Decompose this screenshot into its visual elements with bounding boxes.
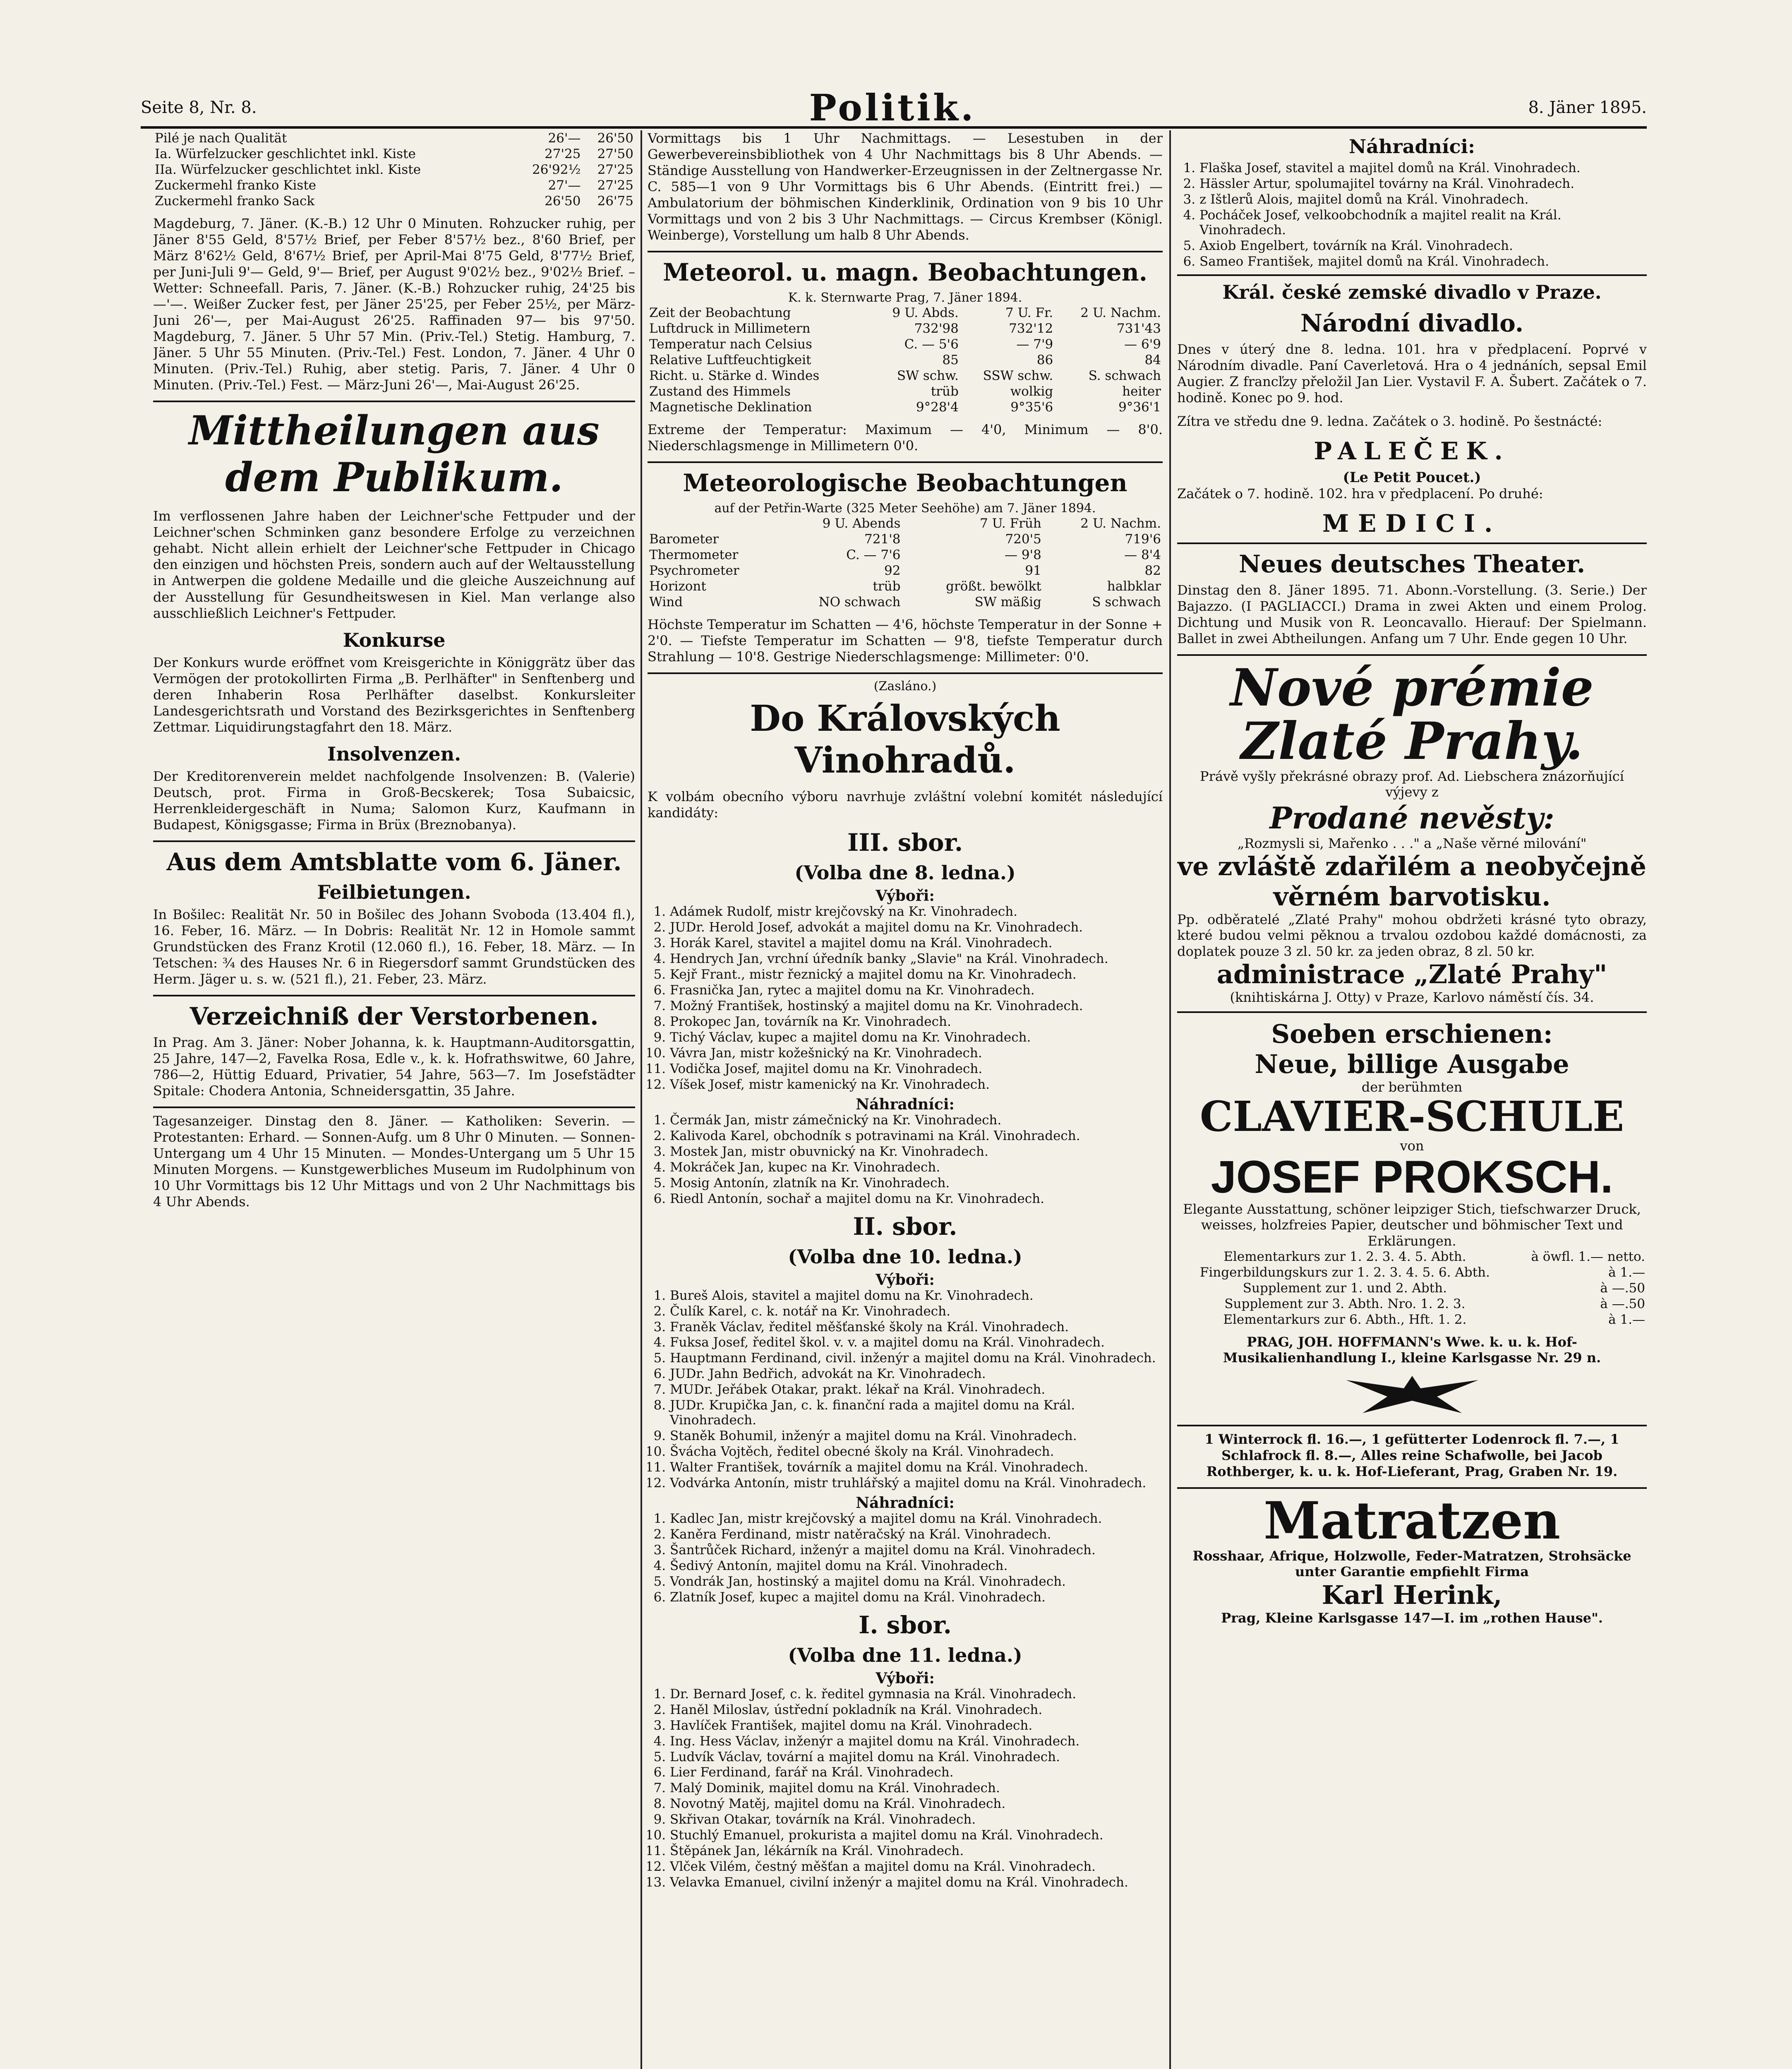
- ad-headline: CLAVIER-SCHULE: [1199, 1092, 1624, 1141]
- table-row: [1177, 1249, 1647, 1265]
- left-column: [153, 130, 635, 2069]
- table-cell: Psychrometer: [649, 563, 739, 578]
- section-divider: [648, 461, 1163, 463]
- table-row: [153, 193, 635, 209]
- table-row: [648, 399, 1163, 415]
- table-row: [1177, 1265, 1647, 1280]
- ad-text: (knihtiskárna J. Otty) v Praze, Karlovo náměstí čís. 34.: [1230, 989, 1594, 1006]
- table-cell: 86: [1036, 353, 1053, 368]
- list-item: 2. JUDr. Herold Josef, advokát a majitel domu na Kr. Vinohradech.: [670, 920, 1163, 935]
- issue-date: 8. Jäner 1895.: [1528, 98, 1647, 117]
- list-item: 12. Víšek Josef, mistr kamenický na Kr. Vinohradech.: [670, 1078, 1163, 1092]
- section-divider: [1177, 1487, 1647, 1489]
- insolvenzen-title: Insolvenzen.: [327, 742, 461, 765]
- meteo1-extremes: Extreme der Temperatur: Maximum — 4'0, Minimum — 8'0. Niederschlagsmenge in Millimetern 0'0.: [648, 422, 1163, 454]
- table-row: [153, 178, 635, 193]
- eagle-emblem: [1177, 1372, 1647, 1419]
- table-cell: à 1.—: [1608, 1265, 1645, 1280]
- list-item: 8. Novotný Matěj, majitel domu na Král. Vinohradech.: [670, 1797, 1163, 1812]
- ad-headline: Karl Herink,: [1322, 1579, 1502, 1610]
- table-cell: 9°35'6: [1010, 400, 1053, 415]
- museum-notices: Vormittags bis 1 Uhr Nachmittags. — Lesestuben in der Gewerbevereinsbibliothek von 4 Uhr Nachmittags bis 8 Uhr Abends. — Ständige Ausstellung von Handwerker-Erzeugnissen in der Zeltnergasse Nr. C. 585—1 von 9 Uhr Vormittags bis 6 Uhr Abends. (Eintritt frei.) — Ambulatorium der böhmischen Kinderklinik, Ordination von 9 bis 10 Uhr Vormittags und von 2 bis 3 Uhr Nachmittags. — Circus Krembser (Königl. Weinberge), Vorstellung um halb 8 Uhr Abends.: [648, 130, 1163, 243]
- table-header: 9 U. Abds.: [892, 305, 959, 321]
- zlata-praha-ad: [1177, 658, 1647, 1006]
- list-item: 5. Ludvík Václav, tovární a majitel domu na Král. Vinohradech.: [670, 1750, 1163, 1765]
- list-item: 2. Kalivoda Karel, obchodník s potravinami na Král. Vinohradech.: [670, 1129, 1163, 1144]
- list-item: 4. Mokráček Jan, kupec na Kr. Vinohradech.: [670, 1160, 1163, 1175]
- table-row: [648, 578, 1163, 594]
- table-cell: 731'43: [1116, 321, 1161, 336]
- table-row: [648, 594, 1163, 610]
- right-column: [1177, 130, 1647, 2069]
- section-divider: [1177, 654, 1647, 656]
- list-item: 1. Dr. Bernard Josef, c. k. ředitel gymnasia na Král. Vinohradech.: [670, 1687, 1163, 1702]
- list-item: 3. Havlíček František, majitel domu na Král. Vinohradech.: [670, 1719, 1163, 1733]
- table-cell: Supplement zur 3. Abth. Nro. 1. 2. 3.: [1224, 1296, 1466, 1311]
- table-cell: 85: [942, 353, 959, 368]
- list-item: 5. Axiob Engelbert, továrník na Král. Vinohradech.: [1199, 239, 1647, 254]
- list-item: 9. Staněk Bohumil, inženýr a majitel domu na Král. Vinohradech.: [670, 1429, 1163, 1444]
- table-cell: Wind: [649, 595, 683, 610]
- table-cell: NO schwach: [818, 595, 901, 610]
- table-cell: 26'50: [597, 131, 633, 146]
- list-item: 1. Flaška Josef, stavitel a majitel domů na Král. Vinohradech.: [1199, 161, 1647, 176]
- list-item: 10. Stuchlý Emanuel, prokurista a majitel domu na Král. Vinohradech.: [670, 1828, 1163, 1843]
- theatre-subtitle: Národní divadlo.: [1300, 309, 1524, 337]
- amtsblatt-text: In Bošilec: Realität Nr. 50 in Bošilec des Johann Svoboda (13.404 fl.), 16. Feber, 16. März. — In Dobris: Realität Nr. 12 in Homole sammt Grundstücken des Franz Krotil (12.060 fl.), 16. Feber, 18. März. — In Tetschen: ¾ des Hauses Nr. 6 in Riegersdorf sammt Grundstücken des Herm. Jäger u. s. w. (521 fl.), 21. Feber, 23. März.: [153, 906, 635, 987]
- page-header: [141, 86, 1647, 129]
- eagle-icon: [1338, 1372, 1487, 1417]
- table-row: [153, 130, 635, 146]
- table-cell: Ia. Würfelzucker geschlichtet inkl. Kiste: [155, 146, 416, 161]
- table-cell: S. schwach: [1088, 368, 1161, 384]
- list-item: 6. JUDr. Jahn Bedřich, advokát na Kr. Vinohradech.: [670, 1367, 1163, 1382]
- meteo2-extremes: Höchste Temperatur im Schatten — 4'6, höchste Temperatur in der Sonne + 2'0. — Tiefste Temperatur im Schatten — 9'8, tiefste Temperatur durch Strahlung — 10'8. Gestrige Niederschlagsmenge: Millimeter: 0'0.: [648, 617, 1163, 665]
- ad-headline: Nové prémie: [1230, 658, 1594, 718]
- table-cell: 720'5: [1005, 532, 1041, 547]
- table-cell: halbklar: [1107, 579, 1161, 594]
- list-item: 12. Vlček Vilém, čestný měšťan a majitel domu na Král. Vinohradech.: [670, 1860, 1163, 1875]
- table-cell: SSW schw.: [983, 368, 1053, 384]
- ad-text: Pp. odběratelé „Zlaté Prahy" mohou obdržeti krásné tyto obrazy, které budou velmi pěknou a trvalou ozdobou každé domácnosti, za doplatek pouze 3 zl. 50 kr. za jeden obraz, 8 zl. 50 kr.: [1177, 912, 1647, 959]
- rothberger-ad: 1 Winterrock fl. 16.—, 1 gefütterter Lodenrock fl. 7.—, 1 Schlafrock fl. 8.—, Alles reine Schafwolle, bei Jacob Rothberger, k. u. k. Hof-Lieferant, Prag, Graben Nr. 19.: [1204, 1431, 1619, 1479]
- table-header: 9 U. Abends: [822, 516, 901, 531]
- sugar-price-table: [153, 130, 635, 209]
- table-row: [648, 336, 1163, 352]
- table-row: [648, 547, 1163, 563]
- table-cell: à —.50: [1600, 1280, 1645, 1296]
- konkurse-title: Konkurse: [343, 629, 446, 651]
- sbor2-members: [648, 1289, 1163, 1491]
- theatre-next2: Začátek o 7. hodině. 102. hra v předplacení. Po druhé:: [1177, 485, 1543, 502]
- table-cell: 27'25: [597, 162, 633, 177]
- market-reports: Magdeburg, 7. Jäner. (K.-B.) 12 Uhr 0 Minuten. Rohzucker ruhig, per Jäner 8'55 Geld, 8'57½ Brief, per Feber 8'57½ bez., 8'60 Brief, per März 8'62½ Geld, 8'67½ Brief, per April-Mai 8'75 Geld, 8'77½ Brief, per Juni-Juli 9'— Geld, 9'— Brief, per August 9'02½ bez., 9'02½ Brief. – Wetter: Schneefall. Paris, 7. Jäner. (K.-B.) Rohzucker ruhig, 24'25 bis —'—. Weißer Zucker fest, per Jäner 25'25, per Feber 25½, per März-Juni 26'—, per Mai-August 26'25. Raffinaden 97— bis 97'50. Magdeburg, 7. Jäner. 5 Uhr 57 Min. (Priv.-Tel.) Stetig. Hamburg, 7. Jäner. 5 Uhr 55 Minuten. (Priv.-Tel.) Fest. London, 7. Jäner. 4 Uhr 0 Minuten. (Priv.-Tel.) Ruhig, aber stetig. Paris, 7. Jäner. 4 Uhr 0 Minuten. (Priv.-Tel.) Fest. — März-Juni 26'—, Mai-August 26'25.: [153, 216, 635, 393]
- list-item: 6. Riedl Antonín, sochař a majitel domu na Kr. Vinohradech.: [670, 1192, 1163, 1207]
- table-cell: — 9'8: [1005, 547, 1041, 563]
- table-cell: Fingerbildungskurs zur 1. 2. 3. 4. 5. 6. Abth.: [1199, 1265, 1490, 1280]
- table-cell: wolkig: [1010, 384, 1053, 399]
- list-item: 3. Franěk Václav, ředitel měšťanské školy na Král. Vinohradech.: [670, 1320, 1163, 1335]
- middle-column: [648, 130, 1163, 2069]
- list-item: 7. Možný František, hostinský a majitel domu na Kr. Vinohradech.: [670, 999, 1163, 1014]
- table-cell: 27'25: [597, 178, 633, 193]
- right-subs-list: [1177, 161, 1647, 269]
- table-header: 7 U. Früh: [980, 516, 1041, 531]
- table-cell: à öwfl. 1.— netto.: [1531, 1249, 1645, 1264]
- meteo1-subtitle: K. k. Sternwarte Prag, 7. Jäner 1894.: [788, 290, 1022, 305]
- sbor3-title: III. sbor.: [847, 828, 963, 857]
- table-cell: 26'92½: [532, 162, 581, 177]
- meteo2-table: [648, 516, 1163, 610]
- ad-text: „Rozmysli si, Mařenko . . ." a „Naše věrné milování": [1237, 835, 1587, 851]
- table-cell: 27'50: [597, 146, 633, 161]
- list-item: 5. Kejř Frant., mistr řeznický a majitel domu na Kr. Vinohradech.: [670, 967, 1163, 982]
- table-row: [648, 531, 1163, 547]
- table-row: [1177, 1296, 1647, 1312]
- sbor2-date: (Volba dne 10. ledna.): [788, 1245, 1022, 1268]
- konkurse-text: Der Konkurs wurde eröffnet vom Kreisgerichte in Königgrätz über das Vermögen der protokollirten Firma „B. Perlhäfter" in Senftenberg und deren Inhaberin Rosa Perlhäfter daselbst. Konkursleiter Landesgerichtsrath und Vorstand des Bezirksgerichtes in Senftenberg Zettmar. Liquidirungstagfahrt den 18. März.: [153, 654, 635, 735]
- mittheilungen-title: Mittheilungen aus dem Publikum.: [189, 407, 600, 501]
- list-item: 6. Sameo František, majitel domů na Král. Vinohradech.: [1199, 254, 1647, 269]
- medici-title: MEDICI.: [1322, 509, 1502, 538]
- list-item: 3. Šantrůček Richard, inženýr a majitel domu na Král. Vinohradech.: [670, 1543, 1163, 1558]
- theatre-text: Dnes v úterý dne 8. ledna. 101. hra v předplacení. Poprvé v Národním divadle. Paní Caverletová. Hra o 4 jednáních, sepsal Emil Augier. Z francľzy přeložil Jan Lier. Vystavil F. A. Šubert. Začátek o 7. hodině. Konec po 9. hod.: [1177, 341, 1647, 406]
- table-cell: SW schw.: [897, 368, 959, 384]
- meteo1-title: Meteorol. u. magn. Beobachtungen.: [663, 258, 1147, 287]
- ad-text: PRAG, JOH. HOFFMANN's Wwe. k. u. k. Hof-Musikalienhandlung I., kleine Karlsgasse Nr. 29 n.: [1223, 1334, 1601, 1366]
- list-item: 3. Horák Karel, stavitel a majitel domu na Král. Vinohradech.: [670, 936, 1163, 951]
- verstorbene-title: Verzeichniß der Verstorbenen.: [190, 1002, 599, 1030]
- table-row: [1177, 1280, 1647, 1296]
- table-cell: Zustand des Himmels: [649, 384, 791, 399]
- list-item: 4. Fuksa Josef, ředitel škol. v. v. a majitel domu na Král. Vinohradech.: [670, 1335, 1163, 1350]
- meteo2-subtitle: auf der Petřin-Warte (325 Meter Seehöhe) am 7. Jäner 1894.: [714, 501, 1096, 516]
- amtsblatt-title: Aus dem Amtsblatte vom 6. Jäner.: [166, 847, 622, 876]
- list-item: 3. z Ištlerů Alois, majitel domů na Král. Vinohradech.: [1199, 192, 1647, 207]
- table-cell: Barometer: [649, 532, 719, 547]
- list-item: 4. Hendrych Jan, vrchní úředník banky „Slavie" na Král. Vinohradech.: [670, 952, 1163, 967]
- ad-headline: Soeben erschienen:: [1271, 1018, 1553, 1049]
- ad-headline: Matratzen: [1263, 1491, 1561, 1551]
- table-cell: Thermometer: [649, 547, 739, 563]
- list-item: 1. Čermák Jan, mistr zámečnický na Kr. Vinohradech.: [670, 1113, 1163, 1128]
- insolvenzen-text: Der Kreditorenverein meldet nachfolgende Insolvenzen: B. (Valerie) Deutsch, prot. Firma in Groß-Becskerek; Tosa Subaicsic, Herrenkleidergeschäft in Numa; Salomon Kurz, Kaufmann in Budapest, Königsgasse; Firma in Brüx (Breznobanya).: [153, 768, 635, 833]
- proksch-ad: [1177, 1019, 1647, 1366]
- table-header: Zeit der Beobachtung: [649, 305, 791, 321]
- list-item: 12. Vodvárka Antonín, mistr truhlářský a majitel domu na Král. Vinohradech.: [670, 1476, 1163, 1491]
- table-cell: Relative Luftfeuchtigkeit: [649, 353, 811, 368]
- ad-headline: ve zvláště zdařilém a neobyčejně věrném barvotisku.: [1178, 851, 1646, 912]
- section-divider: [153, 1107, 635, 1108]
- ad-text: der berühmten: [1361, 1079, 1463, 1095]
- right-nahradnici-title: Náhradníci:: [1349, 135, 1475, 158]
- feilbietungen-title: Feilbietungen.: [317, 881, 471, 903]
- verstorbene-text: In Prag. Am 3. Jäner: Nober Johanna, k. k. Hauptmann-Auditorsgattin, 25 Jahre, 147—2, Favelka Rosa, Edle v., k. k. Hofrathswitwe, 60 Jahre, 786—2, Hüttig Eduard, Privatier, 54 Jahre, 563—7. Im Josefstädter Spitale: Chodera Antonia, Schneidersgattin, 35 Jahre.: [153, 1034, 635, 1099]
- theatre-next: Zítra ve středu dne 9. ledna. Začátek o 3. hodině. Po šestnácté:: [1177, 413, 1602, 429]
- tagesanzeiger-text: Tagesanzeiger. Dinstag den 8. Jäner. — Katholiken: Severin. — Protestanten: Erhard. — Sonnen-Aufg. um 8 Uhr 0 Minuten. — Sonnen-Untergang um 4 Uhr 15 Minuten. — Mondes-Untergang um 5 Uhr 15 Minuten Morgens. — Kunstgewerbliches Museum im Rudolphinum von 10 Uhr Vormittags bis 12 Uhr Mittags und von 2 Uhr Nachmittags bis 4 Uhr Abends.: [153, 1113, 635, 1210]
- list-item: 1. Kadlec Jan, mistr krejčovský a majitel domu na Král. Vinohradech.: [670, 1512, 1163, 1527]
- table-cell: C. — 5'6: [904, 337, 959, 352]
- section-divider: [1177, 1425, 1647, 1426]
- sbor2-nahradnici-label: Náhradníci:: [856, 1494, 955, 1512]
- table-cell: Luftdruck in Millimetern: [649, 321, 811, 336]
- table-cell: à —.50: [1600, 1296, 1645, 1311]
- sbor2-subs: [648, 1512, 1163, 1605]
- table-row: [648, 563, 1163, 578]
- table-cell: — 7'9: [1016, 337, 1053, 352]
- list-item: 5. Hauptmann Ferdinand, civil. inženýr a majitel domu na Král. Vinohradech.: [670, 1351, 1163, 1366]
- list-item: 11. Vodička Josef, majitel domu na Kr. Vinohradech.: [670, 1062, 1163, 1077]
- list-item: 4. Pocháček Josef, velkoobchodník a majitel realit na Král. Vinohradech.: [1199, 208, 1647, 238]
- palecek-title: PALEČEK.: [1314, 437, 1510, 465]
- list-item: 13. Velavka Emanuel, civilní inženýr a majitel domu na Král. Vinohradech.: [670, 1875, 1163, 1890]
- list-item: 2. Hässler Artur, spolumajitel továrny na Král. Vinohradech.: [1199, 177, 1647, 192]
- sbor1-date: (Volba dne 11. ledna.): [788, 1644, 1022, 1666]
- list-item: 5. Mosig Antonín, zlatník na Kr. Vinohradech.: [670, 1176, 1163, 1191]
- election-title: Do Královských Vinohradů.: [750, 698, 1060, 782]
- table-header-row: [648, 305, 1163, 321]
- column-divider: [641, 130, 642, 2069]
- sbor2-title: II. sbor.: [853, 1212, 957, 1241]
- mittheilungen-text: Im verflossenen Jahre haben der Leichner'sche Fettpuder und der Leichner'schen Schminken ganz besondere Erfolge zu verzeichnen gehabt. Nicht allein erhielt der Leichner'sche Fettpuder in Chicago den einzigen und höchsten Preis, sondern auch auf der Weltausstellung in Antwerpen die goldene Medaille und die gleiche Auszeichnung auf der Ausstellung für Gesundheitswesen in Kiel. Man verlange also ausschließlich Leichner's Fettpuder.: [153, 508, 635, 621]
- ad-text: Elegante Ausstattung, schöner leipziger Stich, tiefschwarzer Druck, weisses, holzfreies Papier, deutscher und böhmischer Text und Erklärungen.: [1183, 1201, 1641, 1249]
- table-header: 7 U. Fr.: [1005, 305, 1053, 321]
- section-divider: [648, 672, 1163, 674]
- table-cell: trüb: [931, 384, 959, 399]
- zaslano-label: (Zasláno.): [873, 679, 937, 694]
- table-cell: heiter: [1122, 384, 1161, 399]
- table-cell: Horizont: [649, 579, 706, 594]
- list-item: 10. Vávra Jan, mistr kožešnický na Kr. Vinohradech.: [670, 1046, 1163, 1061]
- list-item: 1. Bureš Alois, stavitel a majitel domu na Kr. Vinohradech.: [670, 1289, 1163, 1303]
- sbor1-vybori-label: Výboři:: [876, 1669, 935, 1687]
- table-row: [648, 368, 1163, 384]
- sbor2-vybori-label: Výboři:: [876, 1271, 935, 1289]
- list-item: 7. Malý Dominik, majitel domu na Král. Vinohradech.: [670, 1781, 1163, 1796]
- table-header: 2 U. Nachm.: [1080, 305, 1161, 321]
- list-item: 6. Frasnička Jan, rytec a majitel domu na Kr. Vinohradech.: [670, 983, 1163, 998]
- sbor1-title: I. sbor.: [859, 1611, 952, 1639]
- table-cell: Magnetische Deklination: [649, 400, 812, 415]
- list-item: 10. Švácha Vojtěch, ředitel obecné školy na Král. Vinohradech.: [670, 1445, 1163, 1459]
- newspaper-title: Politik.: [809, 86, 976, 129]
- table-cell: 26'—: [548, 131, 581, 146]
- ad-text: von: [1400, 1138, 1424, 1154]
- list-item: 11. Štěpánek Jan, lékárník na Král. Vinohradech.: [670, 1844, 1163, 1859]
- table-cell: Temperatur nach Celsius: [649, 337, 812, 352]
- table-cell: 82: [1144, 563, 1161, 578]
- list-item: 6. Zlatník Josef, kupec a majitel domu na Král. Vinohradech.: [670, 1590, 1163, 1605]
- sbor3-date: (Volba dne 8. ledna.): [794, 862, 1016, 884]
- section-divider: [1177, 542, 1647, 544]
- table-row: [153, 146, 635, 162]
- list-item: 9. Tichý Václav, kupec a majitel domu na Kr. Vinohradech.: [670, 1030, 1163, 1045]
- table-cell: SW mäßig: [974, 595, 1041, 610]
- sbor1-members: [648, 1687, 1163, 1890]
- section-divider: [648, 251, 1163, 252]
- list-item: 2. Čulík Karel, c. k. notář na Kr. Vinohradech.: [670, 1304, 1163, 1319]
- meteo2-title: Meteorologische Beobachtungen: [683, 469, 1127, 497]
- ad-text: Rosshaar, Afrique, Holzwolle, Feder-Matratzen, Strohsäcke unter Garantie empfiehlt Firma: [1192, 1548, 1631, 1580]
- section-divider: [153, 401, 635, 402]
- sbor3-subs: [648, 1113, 1163, 1207]
- table-cell: 92: [884, 563, 901, 578]
- list-item: 5. Vondrák Jan, hostinský a majitel domu na Král. Vinohradech.: [670, 1575, 1163, 1589]
- table-cell: 9°28'4: [916, 400, 959, 415]
- ad-headline: JOSEF PROKSCH.: [1211, 1152, 1613, 1203]
- table-cell: 721'8: [864, 532, 901, 547]
- table-header: 2 U. Nachm.: [1080, 516, 1161, 531]
- list-item: 9. Skřivan Otakar, továrník na Král. Vinohradech.: [670, 1812, 1163, 1827]
- list-item: 6. Lier Ferdinand, farář na Král. Vinohradech.: [670, 1765, 1163, 1780]
- page-number: Seite 8, Nr. 8.: [141, 98, 257, 117]
- meteo1-table: [648, 305, 1163, 415]
- section-divider: [1177, 274, 1647, 276]
- table-row: [648, 352, 1163, 368]
- table-cell: Zuckermehl franko Kiste: [155, 178, 317, 193]
- table-cell: à 1.—: [1608, 1312, 1645, 1327]
- german-theatre-title: Neues deutsches Theater.: [1238, 550, 1586, 578]
- list-item: 4. Šedivý Antonín, majitel domu na Král. Vinohradech.: [670, 1559, 1163, 1574]
- table-row: [153, 162, 635, 178]
- table-cell: größt. bewölkt: [946, 579, 1041, 594]
- ad-text: Právě vyšly překrásné obrazy prof. Ad. Liebschera znázorňující výjevy z: [1200, 768, 1624, 800]
- table-cell: Pilé je nach Qualität: [155, 131, 287, 146]
- sbor3-vybori-label: Výboři:: [876, 887, 935, 905]
- list-item: 8. JUDr. Krupička Jan, c. k. finanční rada a majitel domu na Král. Vinohradech.: [670, 1398, 1163, 1428]
- ad-headline: administrace „Zlaté Prahy": [1216, 959, 1607, 990]
- list-item: 3. Mostek Jan, mistr obuvnický na Kr. Vinohradech.: [670, 1145, 1163, 1159]
- palecek-subtitle: (Le Petit Poucet.): [1343, 469, 1481, 486]
- table-row: [648, 384, 1163, 399]
- table-cell: IIa. Würfelzucker geschlichtet inkl. Kiste: [155, 162, 421, 177]
- table-cell: Supplement zur 1. und 2. Abth.: [1243, 1280, 1447, 1296]
- proksch-price-table: [1177, 1249, 1647, 1327]
- sbor3-members: [648, 905, 1163, 1092]
- table-cell: 27'25: [545, 146, 581, 161]
- list-item: 2. Kaněra Ferdinand, mistr natěračský na Král. Vinohradech.: [670, 1527, 1163, 1542]
- table-cell: 732'12: [1009, 321, 1053, 336]
- theatre-title: Král. české zemské divadlo v Praze.: [1222, 281, 1602, 303]
- list-item: 4. Ing. Hess Václav, inženýr a majitel domu na Král. Vinohradech.: [670, 1734, 1163, 1749]
- list-item: 2. Haněl Miloslav, ústřední pokladník na Král. Vinohradech.: [670, 1703, 1163, 1718]
- list-item: 7. MUDr. Jeřábek Otakar, prakt. lékař na Král. Vinohradech.: [670, 1383, 1163, 1397]
- table-cell: 719'6: [1125, 532, 1161, 547]
- matratzen-ad: [1177, 1491, 1647, 1626]
- ad-headline: Neue, billige Ausgabe: [1255, 1049, 1569, 1079]
- table-cell: 26'75: [597, 194, 633, 209]
- table-cell: 9°36'1: [1118, 400, 1161, 415]
- table-header: [648, 516, 781, 531]
- table-cell: Elementarkurs zur 6. Abth., Hft. 1. 2.: [1223, 1312, 1467, 1327]
- table-row: [648, 321, 1163, 336]
- list-item: 11. Walter František, továrník a majitel domu na Král. Vinohradech.: [670, 1460, 1163, 1475]
- election-intro: K volbám obecního výboru navrhuje zvláštní volební komitét následující kandidáty:: [648, 789, 1163, 821]
- list-item: 8. Prokopec Jan, továrník na Kr. Vinohradech.: [670, 1015, 1163, 1030]
- section-divider: [153, 840, 635, 842]
- table-cell: — 6'9: [1124, 337, 1161, 352]
- ad-text: Prag, Kleine Karlsgasse 147—I. im „rothen Hause".: [1221, 1610, 1603, 1626]
- table-cell: 26'50: [545, 194, 581, 209]
- table-header-row: [648, 516, 1163, 531]
- table-cell: 91: [1025, 563, 1041, 578]
- german-theatre-text: Dinstag den 8. Jäner 1895. 71. Abonn.-Vorstellung. (3. Serie.) Der Bajazzo. (I PAGLIACCI.) Drama in zwei Akten und einem Prolog. Dichtung und Musik von R. Leoncavallo. Hierauf: Der Spielmann. Ballet in zwei Abtheilungen. Anfang um 7 Uhr. Ende gegen 10 Uhr.: [1177, 582, 1647, 646]
- ad-headline: Zlaté Prahy.: [1240, 711, 1583, 771]
- table-cell: trüb: [873, 579, 901, 594]
- table-cell: Elementarkurs zur 1. 2. 3. 4. 5. Abth.: [1223, 1249, 1466, 1264]
- table-cell: 84: [1144, 353, 1161, 368]
- list-item: 1. Adámek Rudolf, mistr krejčovský na Kr. Vinohradech.: [670, 905, 1163, 919]
- table-cell: Zuckermehl franko Sack: [155, 194, 315, 209]
- table-row: [1177, 1312, 1647, 1327]
- column-divider: [1169, 130, 1171, 2069]
- sbor3-nahradnici-label: Náhradníci:: [856, 1095, 955, 1113]
- table-cell: S schwach: [1092, 595, 1161, 610]
- ad-headline: Prodané nevěsty:: [1269, 800, 1555, 835]
- table-cell: Richt. u. Stärke d. Windes: [649, 368, 820, 384]
- section-divider: [153, 995, 635, 996]
- table-cell: 732'98: [914, 321, 959, 336]
- table-cell: C. — 7'6: [846, 547, 901, 563]
- table-cell: — 8'4: [1124, 547, 1161, 563]
- section-divider: [1177, 1011, 1647, 1013]
- table-cell: 27'—: [548, 178, 581, 193]
